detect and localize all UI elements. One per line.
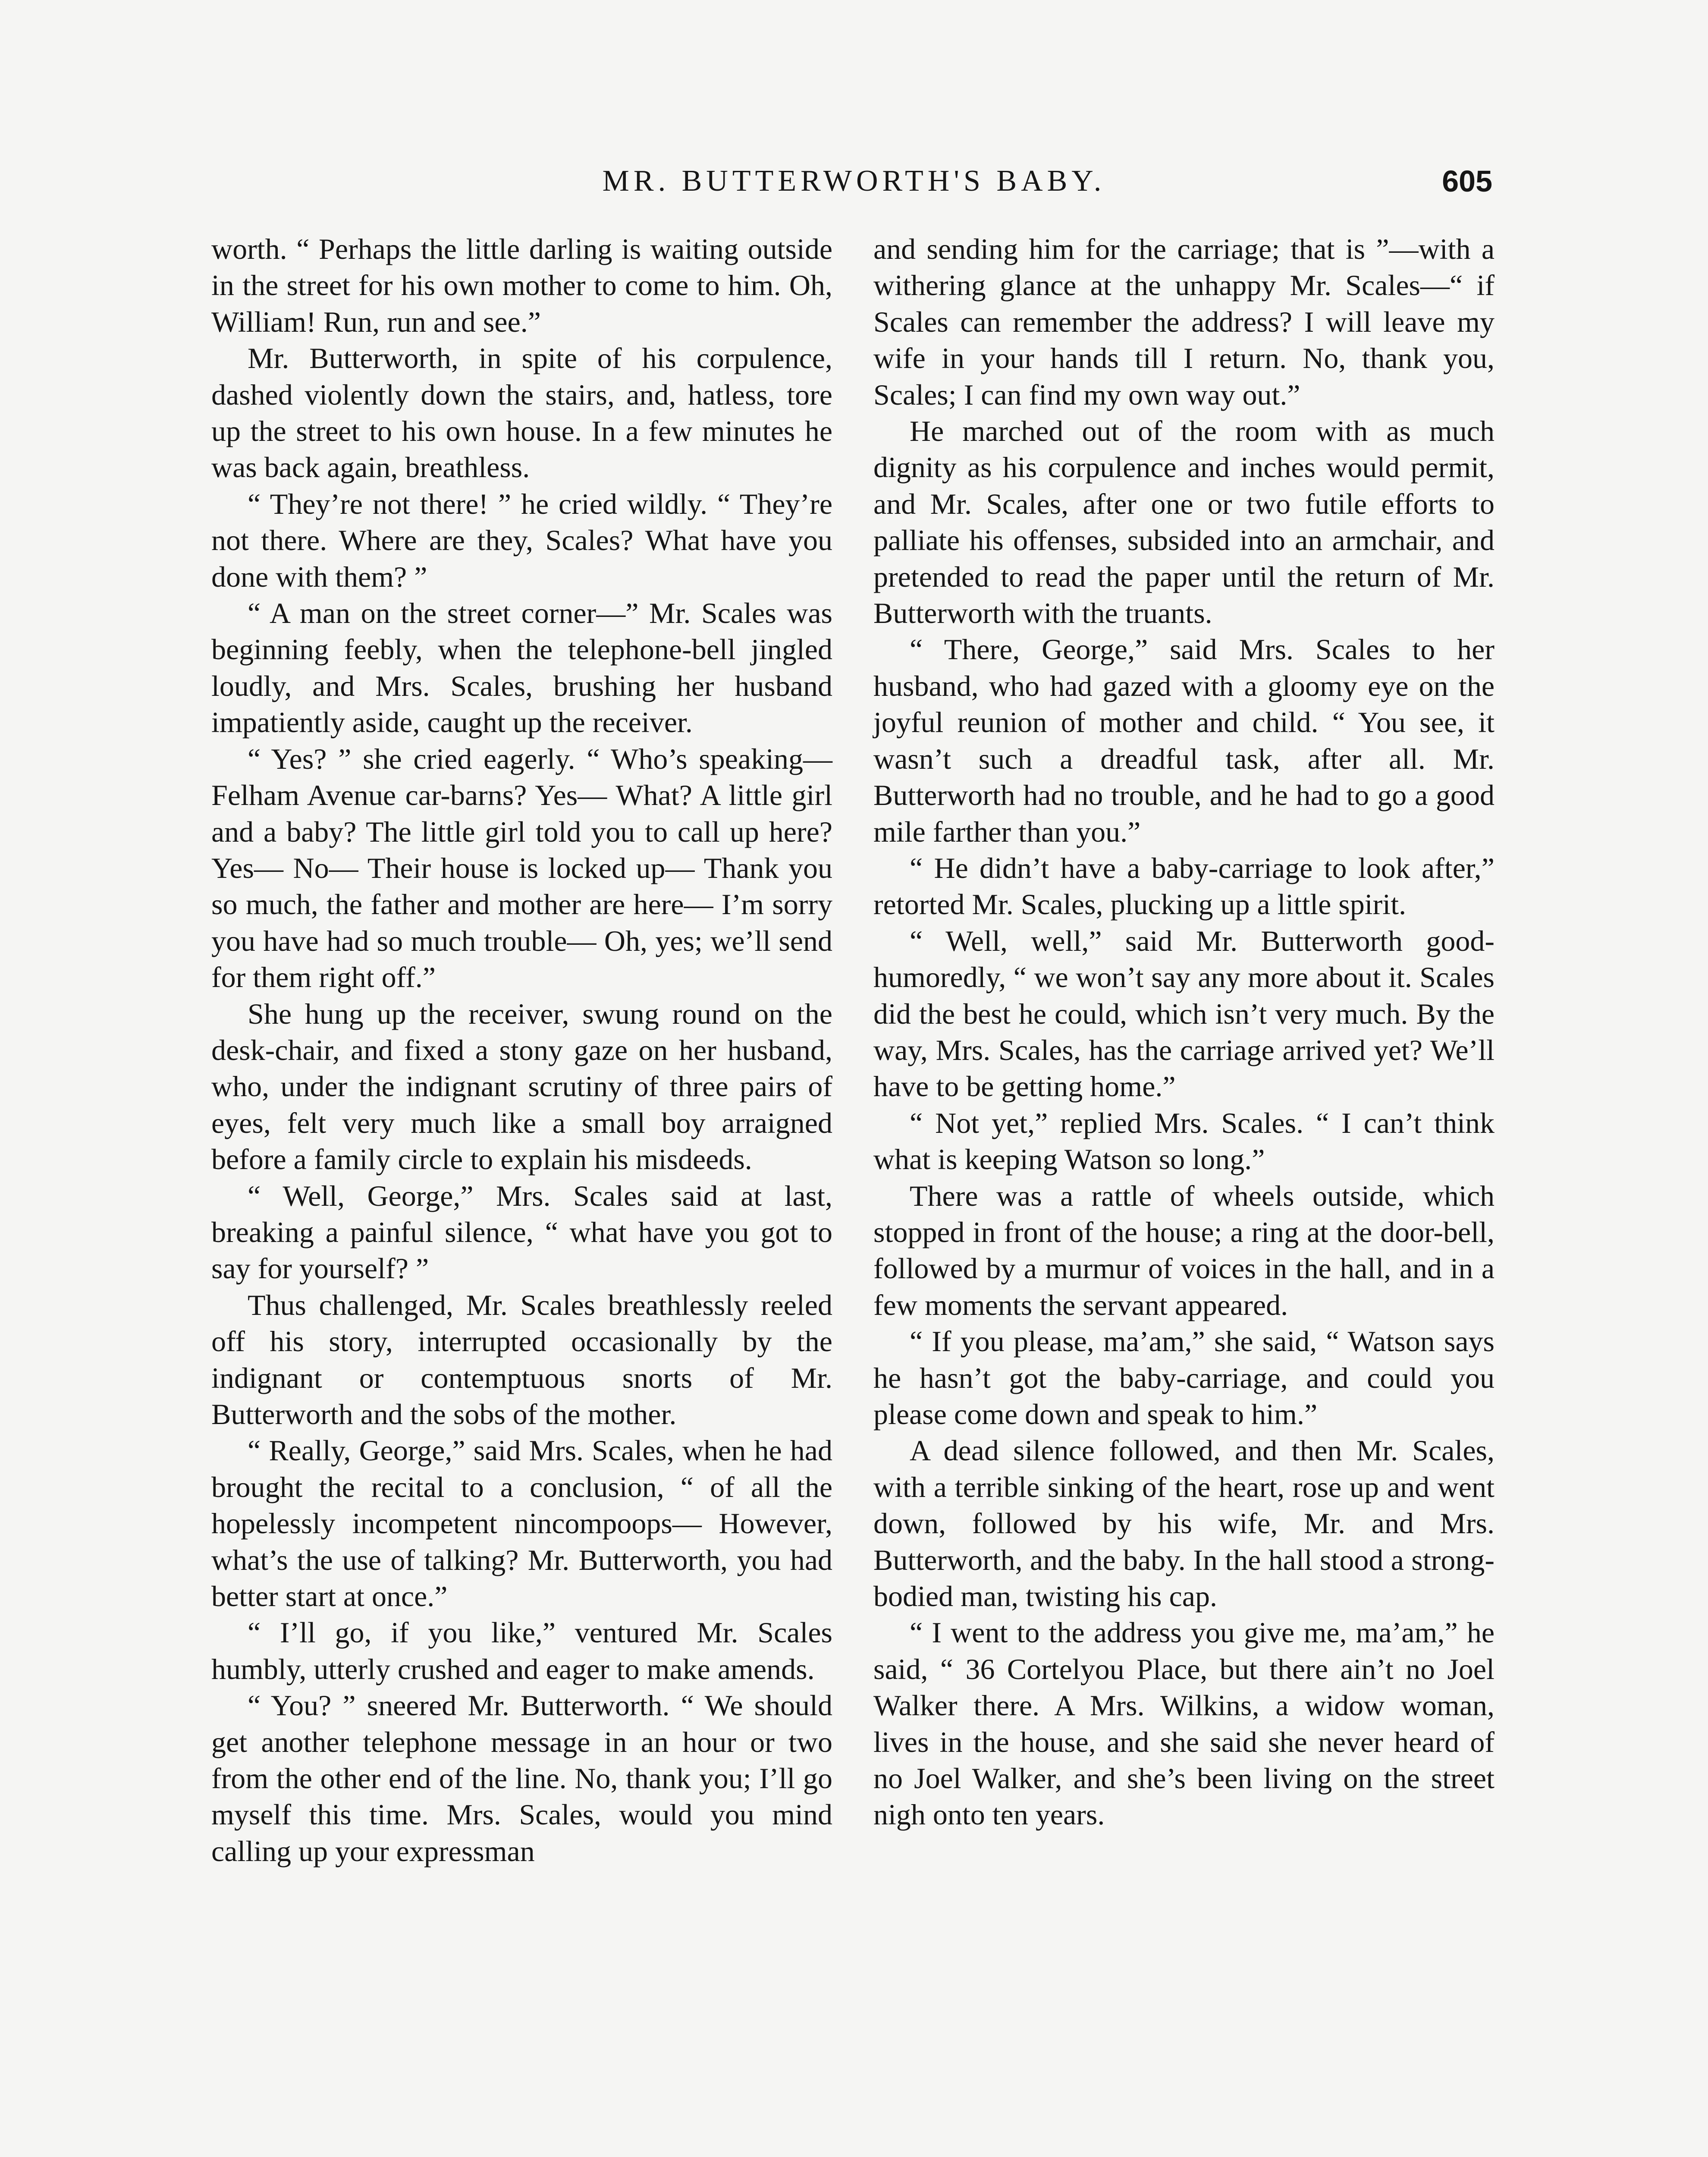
right-text-column bbox=[873, 231, 1494, 1833]
paragraph: He marched out of the room with as much dignity as his corpulence and inches would permit, and Mr. Scales, after one or two futile efforts to palliate his offenses, subsided into an armchair, and pretended to read the paper until the return of Mr. Butterworth with the truants. bbox=[873, 415, 1494, 630]
paragraph: “ Really, George,” said Mrs. Scales, when he had brought the recital to a conclusion, “ of all the hopelessly incompetent nincompoops— However, what’s the use of talking? Mr. Butterworth, you had better start at once.” bbox=[211, 1434, 832, 1613]
paragraph: “ Well, well,” said Mr. Butterworth good-humoredly, “ we won’t say any more about it. Scales did the best he could, which isn’t very much. By the way, Mrs. Scales, has the carriage arrived yet? We’ll have to be getting home.” bbox=[873, 924, 1494, 1103]
paragraph: “ You? ” sneered Mr. Butterworth. “ We should get another telephone message in an hour or two from the other end of the line. No, thank you; I’ll go myself this time. Mrs. Scales, would you mind calling up your expressman bbox=[211, 1689, 832, 1868]
paragraph: She hung up the receiver, swung round on the desk-chair, and fixed a stony gaze on her husband, who, under the indignant scrutiny of three pairs of eyes, felt very much like a small boy arraigned before a family circle to explain his misdeeds. bbox=[211, 997, 832, 1176]
page-number: 605 bbox=[1442, 164, 1492, 198]
paragraph: “ I’ll go, if you like,” ventured Mr. Scales humbly, utterly crushed and eager to make amends. bbox=[211, 1616, 832, 1685]
paragraph: “ A man on the street corner—” Mr. Scales was beginning feebly, when the telephone-bell jingled loudly, and Mrs. Scales, brushing her husband impatiently aside, caught up the receiver. bbox=[211, 597, 832, 739]
paragraph: “ He didn’t have a baby-carriage to look after,” retorted Mr. Scales, plucking up a little spirit. bbox=[873, 851, 1494, 921]
paragraph: “ There, George,” said Mrs. Scales to her husband, who had gazed with a gloomy eye on the joyful reunion of mother and child. “ You see, it wasn’t such a dreadful task, after all. Mr. Butterworth had no trouble, and he had to go a good mile farther than you.” bbox=[873, 633, 1494, 848]
page-header bbox=[216, 155, 1492, 207]
paragraph: “ Yes? ” she cried eagerly. “ Who’s speaking— Felham Avenue car-barns? Yes— What? A little girl and a baby? The little girl told you to call up here? Yes— No— Their house is locked up— Thank you so much, the father and mother are here— I’m sorry you have had so much trouble— Oh, yes; we’ll send for them right off.” bbox=[211, 742, 832, 994]
paragraph: worth. “ Perhaps the little darling is waiting outside in the street for his own mother to come to him. Oh, William! Run, run and see.” bbox=[211, 233, 832, 338]
running-title: MR. BUTTERWORTH'S BABY. bbox=[602, 164, 1106, 198]
left-text-column bbox=[211, 231, 832, 1869]
paragraph: Thus challenged, Mr. Scales breathlessly reeled off his story, interrupted occasionally by the indignant or contemptuous snorts of Mr. Butterworth and the sobs of the mother. bbox=[211, 1288, 832, 1431]
paragraph: “ Well, George,” Mrs. Scales said at last, breaking a painful silence, “ what have you got to say for yourself? ” bbox=[211, 1179, 832, 1285]
paragraph: There was a rattle of wheels outside, which stopped in front of the house; a ring at the door-bell, followed by a murmur of voices in the hall, and in a few moments the servant appeared. bbox=[873, 1179, 1494, 1321]
paragraph: A dead silence followed, and then Mr. Scales, with a terrible sinking of the heart, rose up and went down, followed by his wife, Mr. and Mrs. Butterworth, and the baby. In the hall stood a strong-bodied man, twisting his cap. bbox=[873, 1434, 1494, 1613]
paragraph: “ I went to the address you give me, ma’am,” he said, “ 36 Cortelyou Place, but there ain’t no Joel Walker there. A Mrs. Wilkins, a widow woman, lives in the house, and she said she never heard of no Joel Walker, and she’s been living on the street nigh onto ten years. bbox=[873, 1616, 1494, 1831]
paragraph: “ They’re not there! ” he cried wildly. “ They’re not there. Where are they, Scales? What have you done with them? ” bbox=[211, 487, 832, 593]
paragraph: and sending him for the carriage; that is ”—with a withering glance at the unhappy Mr. Scales—“ if Scales can remember the address? I will leave my wife in your hands till I return. No, thank you, Scales; I can find my own way out.” bbox=[873, 233, 1494, 411]
paragraph: “ Not yet,” replied Mrs. Scales. “ I can’t think what is keeping Watson so long.” bbox=[873, 1106, 1494, 1176]
paragraph: Mr. Butterworth, in spite of his corpulence, dashed violently down the stairs, and, hatless, tore up the street to his own house. In a few minutes he was back again, breathless. bbox=[211, 342, 832, 484]
paragraph: “ If you please, ma’am,” she said, “ Watson says he hasn’t got the baby-carriage, and could you please come down and speak to him.” bbox=[873, 1325, 1494, 1431]
